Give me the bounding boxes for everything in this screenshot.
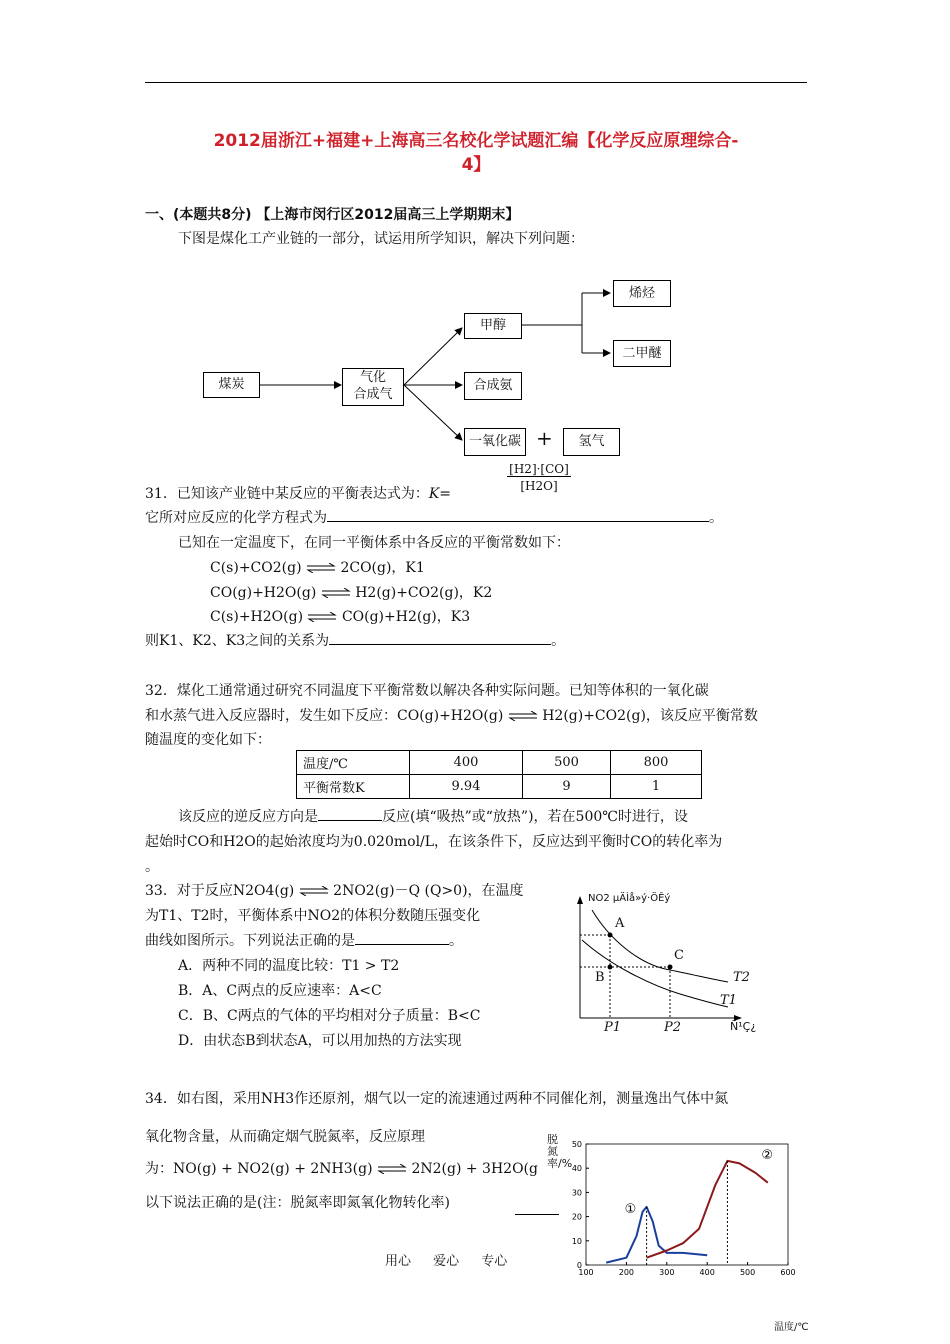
k-label: K= <box>428 486 452 502</box>
table-cell: 1 <box>611 775 702 799</box>
equilibrium-arrow-icon <box>306 563 336 573</box>
chart-xlabel: 温度/℃ <box>774 1322 809 1333</box>
equilibrium-arrow-icon <box>508 711 538 721</box>
equilibrium-arrow-icon <box>321 588 351 598</box>
q33-line2: 为T1、T2时，平衡体系中NO2的体积分数随压强变化 <box>145 908 481 924</box>
q32-answer-blank[interactable] <box>318 820 382 821</box>
label-t1: T1 <box>720 993 737 1008</box>
q32-line4a: 该反应的逆反应方向是 <box>178 809 318 825</box>
equilibrium-arrow-icon <box>307 612 337 622</box>
graph-xlabel: Ñ¹Ç¿ <box>730 1020 757 1033</box>
x-tick-label: 400 <box>699 1268 715 1277</box>
series-line-2 <box>647 1161 768 1258</box>
plus-sign: + <box>536 426 553 450</box>
x-tick-label: 100 <box>578 1268 594 1277</box>
table-cell: 平衡常数K <box>297 775 410 799</box>
k-table <box>296 750 702 799</box>
label-p1: P1 <box>604 1020 622 1035</box>
q34-line1: 34．如右图，采用NH3作还原剂，烟气以一定的流速通过两种不同催化剂，测量逸出气体中氮 <box>145 1091 729 1107</box>
q32-line2 <box>145 705 758 725</box>
table-cell: 9.94 <box>410 775 523 799</box>
r3-left: C(s)+H2O(g) <box>210 609 304 625</box>
section-heading: 一、(本题共8分) 【上海市闵行区2012届高三上学期期末】 <box>145 207 520 223</box>
y-tick-label: 20 <box>571 1212 582 1222</box>
q31-relation-text: 则K1、K2、K3之间的关系为 <box>145 633 330 649</box>
equilibrium-arrow-icon <box>377 1164 407 1174</box>
table-cell: 温度/℃ <box>297 751 410 775</box>
q32-line4b: 反应(填“吸热”或“放热”)，若在500℃时进行，设 <box>382 809 688 825</box>
q33-line3 <box>145 930 463 950</box>
q33-line1a: 33．对于反应N2O4(g) <box>145 883 295 899</box>
q31-line3: 已知在一定温度下，在同一平衡体系中各反应的平衡常数如下： <box>178 535 570 551</box>
q31-prefix <box>145 483 451 503</box>
q34-line2: 氧化物含量，从而确定烟气脱氮率，反应原理 <box>145 1129 425 1145</box>
q34-line3 <box>145 1158 538 1178</box>
q33-option-c: C．B、C两点的气体的平均相对分子质量：B<C <box>178 1008 481 1024</box>
label-c: C <box>674 948 684 963</box>
q33-answer-blank[interactable] <box>355 944 449 945</box>
q32-line6: 。 <box>145 859 159 875</box>
series-label-2: ② <box>761 1147 774 1163</box>
denitration-chart <box>560 1134 810 1284</box>
q34-answer-blank[interactable] <box>515 1214 559 1215</box>
table-cell: 400 <box>410 751 523 775</box>
k-numerator: [H2]·[CO] <box>507 462 571 477</box>
r1-left: C(s)+CO2(g) <box>210 560 302 576</box>
q31-r2 <box>210 582 492 602</box>
label-a: A <box>615 916 625 931</box>
q32-line2a: 和水蒸气进入反应器时，发生如下反应：CO(g)+H2O(g) <box>145 708 504 724</box>
curve-t2 <box>592 910 728 982</box>
y-tick-label: 30 <box>571 1188 582 1198</box>
y-axis-arrow-icon <box>577 896 583 904</box>
table-cell: 500 <box>523 751 611 775</box>
y-tick-label: 50 <box>571 1140 582 1149</box>
q33-option-b: B．A、C两点的反应速率：A<C <box>178 983 382 999</box>
table-cell: 9 <box>523 775 611 799</box>
q33-line3-end: 。 <box>449 933 463 949</box>
intro-text: 下图是煤化工产业链的一部分，试运用所学知识，解决下列问题： <box>178 231 584 247</box>
r2-right: H2(g)+CO2(g)，K2 <box>355 585 493 601</box>
r3-right: CO(g)+H2(g)，K3 <box>341 609 471 625</box>
q31-answer-blank[interactable] <box>327 521 709 522</box>
node-hydrogen: 氢气 <box>563 428 620 456</box>
q33-option-a: A．两种不同的温度比较：T1 > T2 <box>178 958 400 974</box>
q32-line2b: H2(g)+CO2(g)，该反应平衡常数 <box>542 708 758 724</box>
table-row <box>297 775 702 799</box>
node-olefin: 烯烃 <box>613 280 671 307</box>
node-ammonia: 合成氨 <box>464 372 522 400</box>
y-tick-label: 10 <box>571 1236 582 1246</box>
q31-r3 <box>210 606 470 626</box>
node-dme: 二甲醚 <box>613 340 671 367</box>
footer: 用心 爱心 专心 <box>385 1254 508 1269</box>
q32-line5: 起始时CO和H2O的起始浓度均为0.020mol/L，在该条件下，反应达到平衡时CO的转化率为 <box>145 834 723 850</box>
point-b <box>608 965 613 970</box>
node-methanol: 甲醇 <box>464 313 522 339</box>
x-tick-label: 200 <box>618 1268 635 1277</box>
x-tick-label: 300 <box>659 1268 675 1277</box>
q31-line2-end: 。 <box>709 510 723 526</box>
q34-line3b: 2N2(g) + 3H2O(g <box>411 1161 538 1177</box>
q31-relation-blank[interactable] <box>329 644 551 645</box>
q33-line1b: 2NO2(g)－Q (Q>0)，在温度 <box>333 883 524 899</box>
label-t2: T2 <box>733 970 750 985</box>
q31-r1 <box>210 557 425 577</box>
q32-line1: 32．煤化工通常通过研究不同温度下平衡常数以解决各种实际问题。已知等体积的一氧化碳 <box>145 683 709 699</box>
q34-line4: 以下说法正确的是(注：脱氮率即氮氧化物转化率) <box>145 1195 450 1211</box>
q31-line2 <box>145 507 723 527</box>
q33-option-d: D．由状态B到状态A，可以用加热的方法实现 <box>178 1033 462 1049</box>
x-tick-label: 500 <box>739 1268 756 1277</box>
r2-left: CO(g)+H2O(g) <box>210 585 317 601</box>
point-a <box>608 933 613 938</box>
title-line-1: 2012届浙江+福建+上海高三名校化学试题汇编【化学反应原理综合- <box>213 131 739 151</box>
point-c <box>668 965 673 970</box>
node-syngas <box>342 368 404 406</box>
r1-right: 2CO(g)，K1 <box>340 560 425 576</box>
table-cell: 800 <box>611 751 702 775</box>
q32-line3: 随温度的变化如下： <box>145 732 271 748</box>
node-syngas-line2: 合成气 <box>353 387 393 402</box>
q31-prefix-text: 31．已知该产业链中某反应的平衡表达式为： <box>145 486 429 502</box>
top-rule <box>145 82 807 83</box>
q31-line2-text: 它所对应反应的化学方程式为 <box>145 510 327 526</box>
q32-line4 <box>178 806 688 826</box>
y-tick-label: 40 <box>571 1164 582 1174</box>
title-line-2: 4】 <box>461 155 491 175</box>
node-coal: 煤炭 <box>203 372 260 398</box>
q34-line3a: 为：NO(g) + NO2(g) + 2NH3(g) <box>145 1161 373 1177</box>
plot-frame <box>586 1144 788 1265</box>
x-tick-label: 600 <box>780 1268 796 1277</box>
q33-line3-text: 曲线如图所示。下列说法正确的是 <box>145 933 355 949</box>
node-co: 一氧化碳 <box>464 428 526 456</box>
chart-ylabel: 脱氮率/% <box>547 1133 573 1170</box>
q31-relation <box>145 630 565 650</box>
series-label-1: ① <box>624 1201 637 1217</box>
y-tick-label: 0 <box>576 1261 582 1270</box>
label-p2: P2 <box>664 1020 682 1035</box>
node-syngas-line1: 气化 <box>359 370 386 385</box>
k-denominator: [H2O] <box>520 479 558 493</box>
q33-line1 <box>145 880 524 900</box>
label-b: B <box>595 970 605 985</box>
equilibrium-arrow-icon <box>299 886 329 896</box>
graph-ylabel: NO2 µÄÌå»ý·ÖÊý <box>588 893 671 904</box>
q31-relation-end: 。 <box>551 633 566 649</box>
table-row <box>297 751 702 775</box>
